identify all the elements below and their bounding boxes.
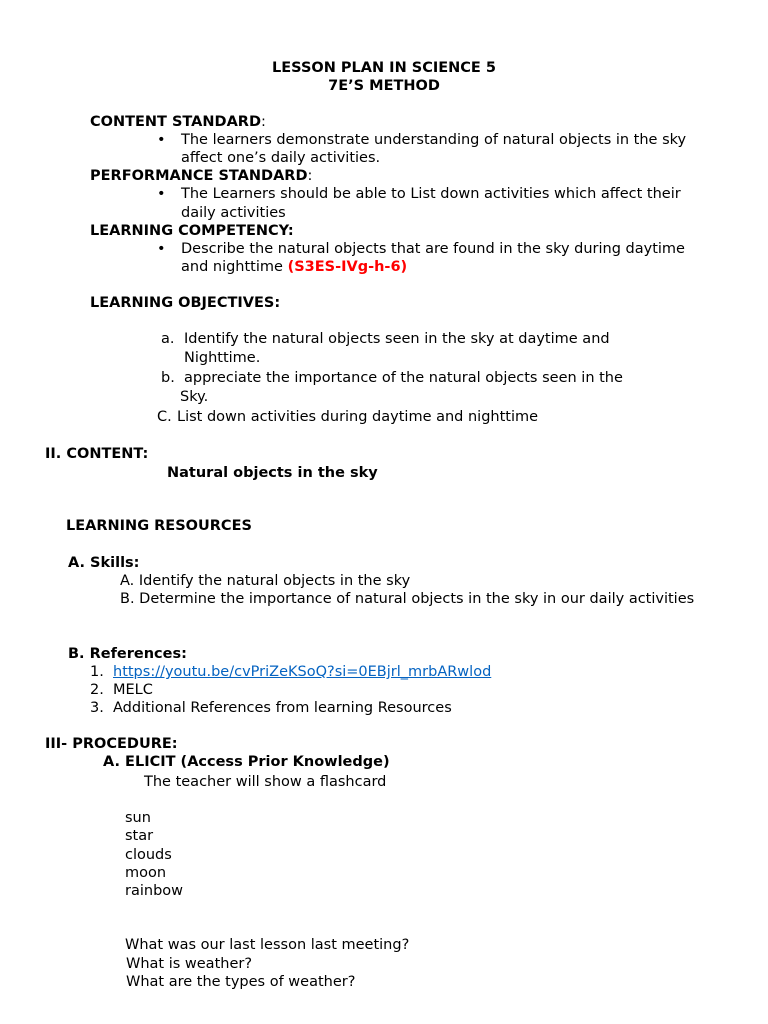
elicit-heading: A. ELICIT (Access Prior Knowledge) [103, 754, 390, 770]
objective-marker: b. [161, 370, 175, 386]
bullet-icon: • [157, 186, 166, 202]
procedure-heading: III- PROCEDURE: [45, 736, 178, 752]
learning-competency-text: and nighttime (S3ES-IVg-h-6) [181, 259, 408, 275]
flashcard-word: rainbow [125, 883, 183, 899]
reference-number: 2. [90, 682, 104, 698]
learning-resources-heading: LEARNING RESOURCES [66, 518, 252, 534]
learning-competency-text: Describe the natural objects that are found in the sky during daytime [181, 241, 685, 257]
performance-standard-heading: PERFORMANCE STANDARD: [90, 168, 313, 184]
objective-marker: a. [161, 331, 175, 347]
references-heading: B. References: [68, 646, 187, 662]
objective-text: List down activities during daytime and nighttime [177, 409, 539, 425]
reference-number: 3. [90, 700, 104, 716]
reference-number: 1. [90, 664, 104, 680]
skill-item: B. Determine the importance of natural objects in the sky in our daily activities [120, 591, 695, 607]
content-standard-text: affect one’s daily activities. [181, 150, 381, 166]
content-topic: Natural objects in the sky [167, 465, 378, 481]
bullet-icon: • [157, 132, 166, 148]
reference-link[interactable]: https://youtu.be/cvPriZeKSoQ?si=0EBjrl_mrbARwlod [113, 664, 492, 680]
document-title: LESSON PLAN IN SCIENCE 5 [272, 60, 496, 76]
document-subtitle: 7E’S METHOD [328, 78, 440, 94]
objective-text: Sky. [180, 389, 209, 405]
flashcard-word: sun [125, 810, 151, 826]
skill-item: A. Identify the natural objects in the sky [120, 573, 411, 589]
objective-text: appreciate the importance of the natural objects seen in the [184, 370, 623, 386]
competency-code: (S3ES-IVg-h-6) [287, 259, 408, 275]
reference-text: Additional References from learning Resources [113, 700, 452, 716]
elicit-question: What is weather? [126, 956, 253, 972]
elicit-intro: The teacher will show a flashcard [144, 774, 387, 790]
flashcard-word: clouds [125, 847, 172, 863]
bullet-icon: • [157, 241, 166, 257]
content-standard-text: The learners demonstrate understanding of natural objects in the sky [181, 132, 687, 148]
skills-heading: A. Skills: [68, 555, 140, 571]
learning-competency-heading: LEARNING COMPETENCY: [90, 223, 294, 239]
elicit-question: What are the types of weather? [126, 974, 356, 990]
content-heading: II. CONTENT: [45, 446, 149, 462]
performance-standard-text: The Learners should be able to List down activities which affect their [181, 186, 681, 202]
objective-text: Identify the natural objects seen in the sky at daytime and [184, 331, 610, 347]
learning-objectives-heading: LEARNING OBJECTIVES: [90, 295, 281, 311]
performance-standard-text: daily activities [181, 205, 286, 221]
flashcard-word: star [125, 828, 154, 844]
objective-text: Nighttime. [184, 350, 261, 366]
content-standard-heading: CONTENT STANDARD: [90, 114, 266, 130]
elicit-question: What was our last lesson last meeting? [125, 937, 410, 953]
flashcard-word: moon [125, 865, 167, 881]
objective-marker: C. [157, 409, 172, 425]
reference-text: MELC [113, 682, 153, 698]
